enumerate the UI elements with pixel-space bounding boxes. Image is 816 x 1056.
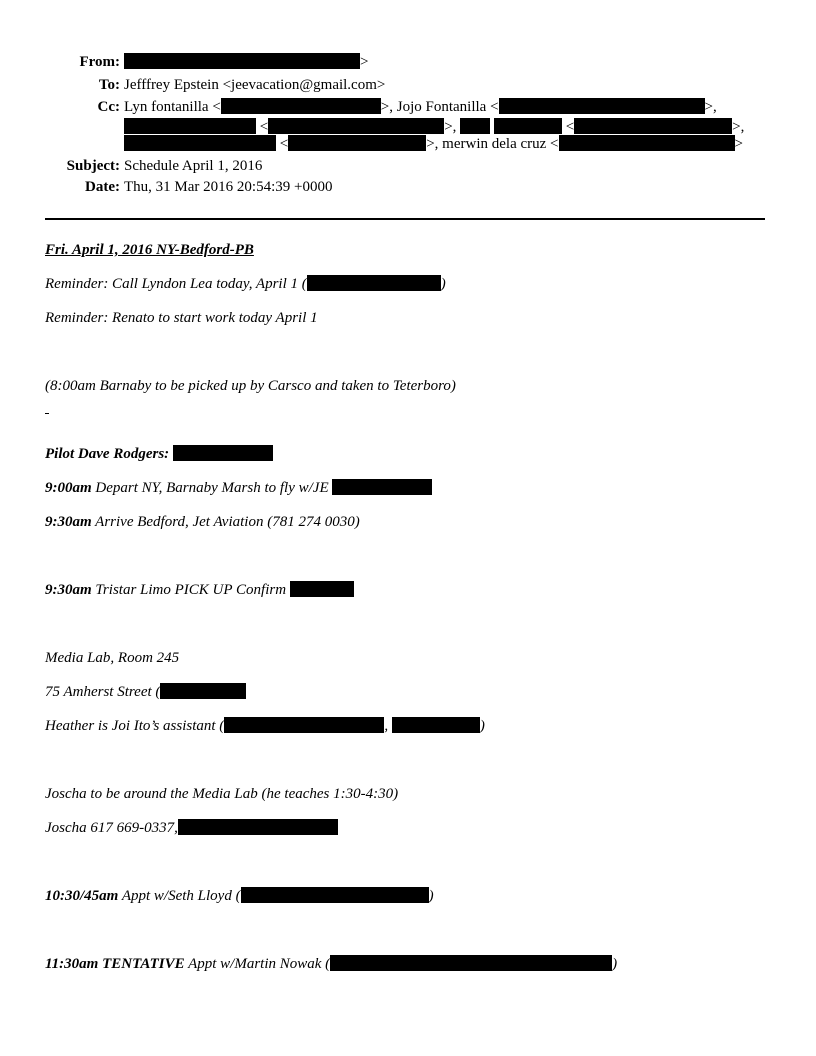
redaction-box bbox=[268, 118, 444, 134]
date-label: Date: bbox=[85, 179, 120, 195]
redaction-box bbox=[124, 118, 256, 134]
from-label: From: bbox=[79, 54, 120, 70]
cc-value-line3: < >, merwin dela cruz < > bbox=[124, 135, 743, 153]
reminder-renato: Reminder: Renato to start work today April 1 bbox=[45, 310, 318, 326]
redaction-box bbox=[124, 135, 276, 151]
media-lab-line: Media Lab, Room 245 bbox=[45, 650, 180, 666]
joscha-line-2: Joscha 617 669-0337, bbox=[45, 819, 338, 837]
redaction-box bbox=[160, 683, 246, 699]
to-value: Jefffrey Epstein <jeevacation@gmail.com> bbox=[124, 77, 386, 93]
from-value: > bbox=[124, 53, 368, 71]
amherst-line: 75 Amherst Street ( bbox=[45, 683, 246, 701]
to-label: To: bbox=[98, 77, 120, 93]
stray-underscore bbox=[45, 413, 49, 414]
barnaby-pickup: (8:00am Barnaby to be picked up by Carsco and taken to Teterboro) bbox=[45, 378, 456, 394]
heather-line: Heather is Joi Ito’s assistant ( , ) bbox=[45, 718, 485, 734]
redaction-box bbox=[574, 118, 732, 134]
redaction-box bbox=[307, 275, 441, 291]
date-value: Thu, 31 Mar 2016 20:54:39 +0000 bbox=[124, 179, 333, 195]
redaction-box bbox=[224, 717, 384, 733]
redaction-box bbox=[178, 819, 338, 835]
martin-nowak-line: 11:30am TENTATIVE Appt w/Martin Nowak ( ) bbox=[45, 956, 618, 972]
redaction-box bbox=[332, 479, 432, 495]
depart-line: 9:00am Depart NY, Barnaby Marsh to fly w/JE bbox=[45, 479, 432, 497]
reminder-lyndon: Reminder: Call Lyndon Lea today, April 1 ( ) bbox=[45, 276, 446, 292]
arrive-line: 9:30am Arrive Bedford, Jet Aviation (781 274 0030) bbox=[45, 514, 360, 530]
redaction-box bbox=[173, 445, 273, 461]
subject-value: Schedule April 1, 2016 bbox=[124, 158, 263, 174]
redaction-box bbox=[494, 118, 562, 134]
limo-line: 9:30am Tristar Limo PICK UP Confirm bbox=[45, 581, 354, 599]
redaction-box bbox=[559, 135, 735, 151]
redaction-box bbox=[460, 118, 490, 134]
subject-label: Subject: bbox=[66, 158, 120, 174]
redaction-box bbox=[241, 887, 429, 903]
joscha-line-1: Joscha to be around the Media Lab (he teaches 1:30-4:30) bbox=[45, 786, 399, 802]
cc-label: Cc: bbox=[97, 99, 120, 115]
redaction-box bbox=[290, 581, 354, 597]
redaction-box bbox=[330, 955, 612, 971]
redaction-box bbox=[499, 98, 705, 114]
redaction-box bbox=[221, 98, 381, 114]
seth-lloyd-line: 10:30/45am Appt w/Seth Lloyd ( ) bbox=[45, 888, 434, 904]
cc-value-line2: < >, < >, bbox=[124, 118, 744, 136]
redaction-box bbox=[392, 717, 480, 733]
redaction-box bbox=[124, 53, 360, 69]
cc-value-line1: Lyn fontanilla < >, Jojo Fontanilla < >, bbox=[124, 99, 717, 115]
redaction-box bbox=[288, 135, 426, 151]
pilot-line: Pilot Dave Rodgers: bbox=[45, 445, 273, 463]
header-divider bbox=[45, 218, 765, 220]
schedule-heading: Fri. April 1, 2016 NY-Bedford-PB bbox=[45, 242, 254, 258]
